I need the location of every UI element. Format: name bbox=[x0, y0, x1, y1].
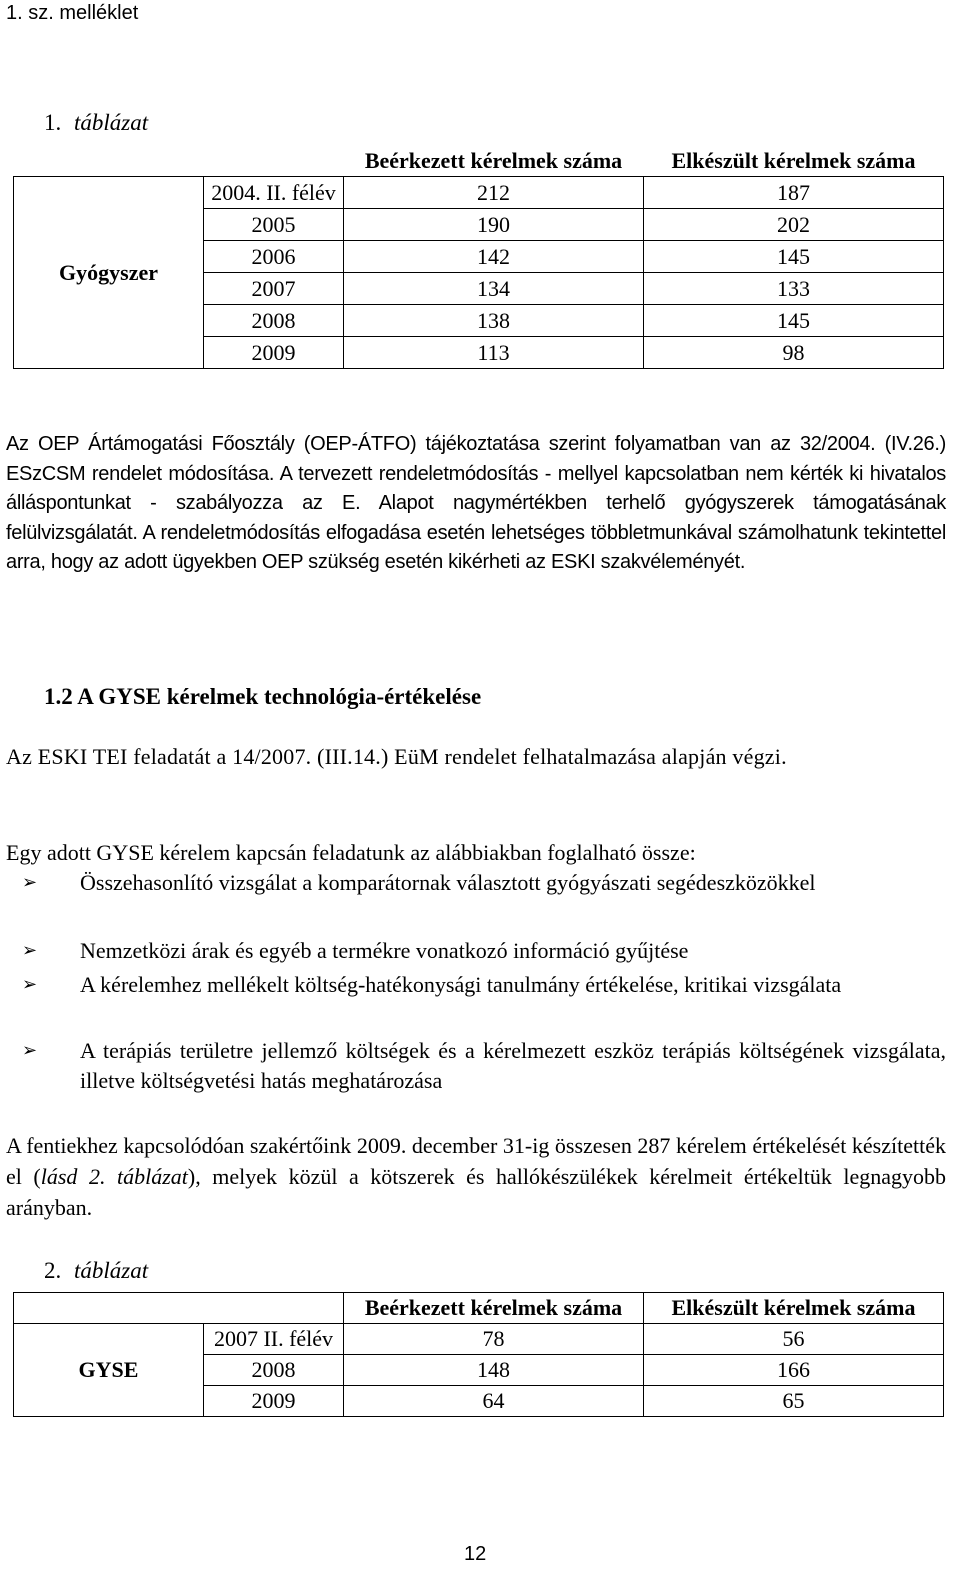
table1-received: 190 bbox=[344, 209, 644, 241]
table2-caption bbox=[44, 1258, 148, 1284]
arrow-bullet-icon: ➢ bbox=[22, 940, 38, 961]
table1-number: 1. bbox=[44, 110, 62, 135]
section-heading: 1.2 A GYSE kérelmek technológia-értékelése bbox=[44, 684, 482, 709]
table1-completed: 98 bbox=[644, 337, 944, 369]
table2-col-received: Beérkezett kérelmek száma bbox=[344, 1293, 644, 1324]
table2-row-group: GYSE bbox=[14, 1324, 204, 1417]
table1-col-received: Beérkezett kérelmek száma bbox=[344, 146, 644, 177]
table1 bbox=[13, 146, 944, 369]
table2-received: 64 bbox=[344, 1386, 644, 1417]
table2 bbox=[13, 1292, 944, 1417]
table1-completed: 145 bbox=[644, 305, 944, 337]
table2-completed: 65 bbox=[644, 1386, 944, 1417]
table1-period: 2006 bbox=[204, 241, 344, 273]
table2-completed: 166 bbox=[644, 1355, 944, 1386]
table-row bbox=[14, 1324, 944, 1355]
table1-row-group: Gyógyszer bbox=[14, 177, 204, 369]
table1-col-completed: Elkészült kérelmek száma bbox=[644, 146, 944, 177]
bullet-item bbox=[22, 868, 946, 898]
table1-period: 2004. II. félév bbox=[204, 177, 344, 209]
page-number: 12 bbox=[464, 1543, 487, 1565]
table1-completed: 133 bbox=[644, 273, 944, 305]
bullet-item bbox=[22, 1036, 946, 1095]
table1-received: 113 bbox=[344, 337, 644, 369]
para4-text-start: A fentiekhez kapcsolódóan szakértőink 2009. december 31-ig összesen 287 kérelem értékelését készítették el ( bbox=[6, 1133, 946, 1189]
table2-period: 2009 bbox=[204, 1386, 344, 1417]
table2-number: 2. bbox=[44, 1258, 62, 1283]
table2-col-completed: Elkészült kérelmek száma bbox=[644, 1293, 944, 1324]
table1-label: táblázat bbox=[74, 110, 149, 135]
para4-text-end: ), melyek közül a kötszerek és hallókészülékek kérelmeit értékeltük legnagyobb arányban. bbox=[6, 1164, 947, 1220]
bullet-text: Nemzetközi árak és egyéb a termékre vonatkozó információ gyűjtése bbox=[80, 938, 689, 963]
table2-received: 78 bbox=[344, 1324, 644, 1355]
bullet-item bbox=[22, 970, 946, 1000]
table1-period: 2005 bbox=[204, 209, 344, 241]
table1-caption bbox=[44, 110, 148, 136]
bullet-text: A terápiás területre jellemző költségek és a kérelmezett eszköz terápiás költségének vizsgálata, illetve költségvetési hatás meghatározása bbox=[80, 1038, 946, 1093]
table1-header-row bbox=[14, 146, 944, 177]
paragraph-oep: Az OEP Ártámogatási Főosztály (OEP-ÁTFO) tájékoztatása szerint folyamatban van az 32/2004. (IV.26.) ESzCSM rendelet módosítása. A tervezett rendeletmódosítás - mellyel kapcsolatban nem kérték ki hivatalos álláspontunkat - szabályozza az E. Alapot nagymértékben terhelő gyógyszerek támogatásának felülvizsgálatát. A rendeletmódosítás elfogadása esetén lehetséges többletmunkával számolhatunk tekintettel arra, hogy az adott ügyekben OEP szükség esetén kikérheti az ESKI szakvéleményét. bbox=[6, 433, 946, 573]
arrow-bullet-icon: ➢ bbox=[22, 872, 38, 893]
table1-completed: 145 bbox=[644, 241, 944, 273]
table-row bbox=[14, 177, 944, 209]
bullet-text: Összehasonlító vizsgálat a komparátornak választott gyógyászati segédeszközökkel bbox=[80, 870, 816, 895]
bullet-item bbox=[22, 936, 946, 966]
table2-received: 148 bbox=[344, 1355, 644, 1386]
bullet-text: A kérelemhez mellékelt költség-hatékonysági tanulmány értékelése, kritikai vizsgálata bbox=[80, 972, 842, 997]
table2-label: táblázat bbox=[74, 1258, 149, 1283]
table1-received: 134 bbox=[344, 273, 644, 305]
paragraph-eski: Az ESKI TEI feladatát a 14/2007. (III.14.) EüM rendelet felhatalmazása alapján végzi. bbox=[6, 744, 787, 769]
arrow-bullet-icon: ➢ bbox=[22, 1040, 38, 1061]
table1-received: 142 bbox=[344, 241, 644, 273]
table2-period: 2008 bbox=[204, 1355, 344, 1386]
table2-completed: 56 bbox=[644, 1324, 944, 1355]
table-reference-link: lásd 2. táblázat bbox=[40, 1164, 188, 1189]
table1-completed: 187 bbox=[644, 177, 944, 209]
table1-received: 138 bbox=[344, 305, 644, 337]
table1-received: 212 bbox=[344, 177, 644, 209]
table2-period: 2007 II. félév bbox=[204, 1324, 344, 1355]
paragraph-tasks-intro: Egy adott GYSE kérelem kapcsán feladatunk az alábbiakban foglalható össze: bbox=[6, 840, 696, 865]
table1-period: 2008 bbox=[204, 305, 344, 337]
table1-completed: 202 bbox=[644, 209, 944, 241]
paragraph-experts bbox=[6, 1130, 946, 1223]
table1-period: 2007 bbox=[204, 273, 344, 305]
arrow-bullet-icon: ➢ bbox=[22, 974, 38, 995]
page-header: 1. sz. melléklet bbox=[6, 2, 139, 24]
table2-header-row bbox=[14, 1293, 944, 1324]
table1-period: 2009 bbox=[204, 337, 344, 369]
